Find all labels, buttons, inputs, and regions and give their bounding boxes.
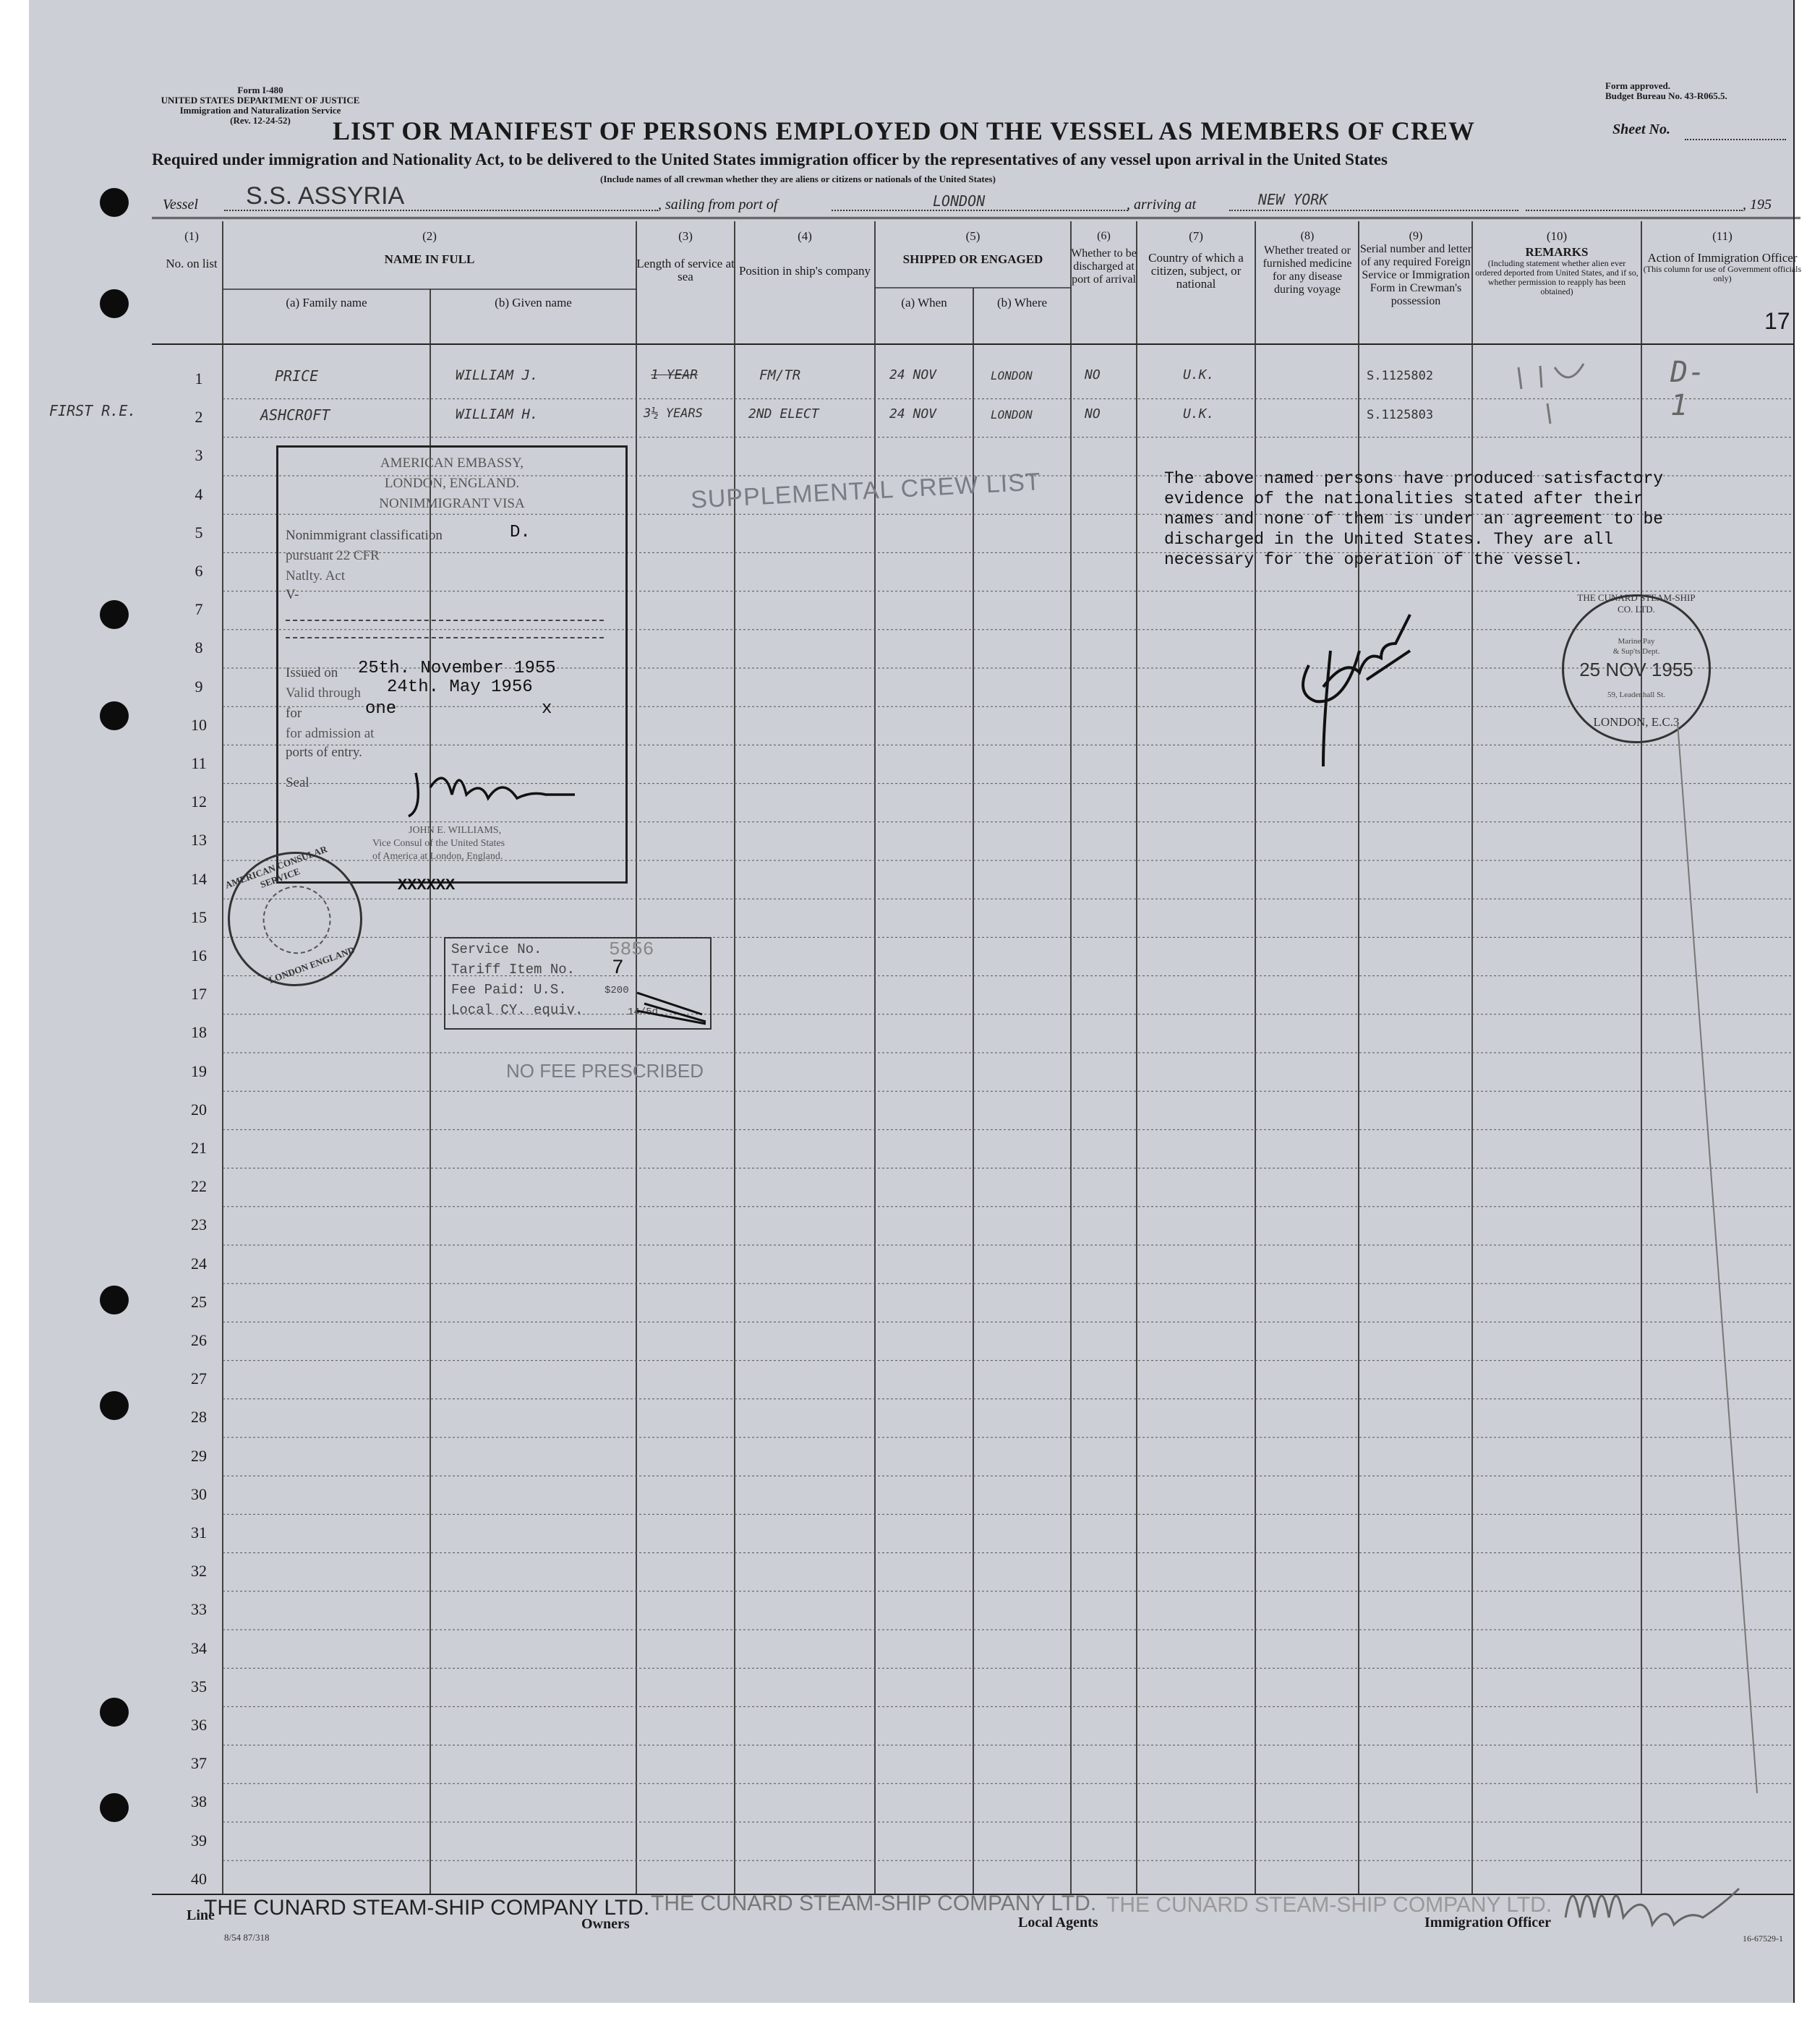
manifest-sheet <box>29 0 1802 2003</box>
fee-stamp <box>444 937 712 1030</box>
row1-when: 24 NOV <box>889 367 937 382</box>
consul-place: of America at London, England. <box>372 851 503 862</box>
fee-tariff-no: 7 <box>612 957 624 980</box>
visa-valid-label: Valid through <box>286 685 361 701</box>
col4-header <box>735 230 875 278</box>
col11-note: (This column for use of Government officials only) <box>1643 264 1802 283</box>
row-number: 2 <box>195 408 203 427</box>
fee-local: 14/5d <box>628 1006 659 1018</box>
row2-service: 3½ YEARS <box>644 406 703 421</box>
footer-owners-value: THE CUNARD STEAM-SHIP COMPANY LTD. <box>651 1891 1097 1915</box>
visa-stamp <box>276 445 628 884</box>
visa-classification-label: Nonimmigrant classification <box>286 528 443 543</box>
visa-pursuant: pursuant 22 CFR <box>286 548 380 563</box>
seal-bottom-text: LONDON ENGLAND <box>267 944 356 986</box>
row-number: 36 <box>191 1716 207 1734</box>
col5a-header: (a) When <box>901 296 947 309</box>
visa-classification: D. <box>510 523 531 542</box>
visa-ports: ports of entry. <box>286 745 362 760</box>
row-number: 21 <box>191 1139 207 1157</box>
sailing-label: , sailing from port of <box>658 197 778 213</box>
row-number: 39 <box>191 1831 207 1850</box>
row-number: 28 <box>191 1408 207 1427</box>
col5b-header: (b) Where <box>996 296 1048 309</box>
row-number: 25 <box>191 1292 207 1311</box>
col2-header <box>223 230 636 266</box>
row1-position: FM/TR <box>759 367 801 383</box>
row1-given: WILLIAM J. <box>456 367 539 383</box>
col9-label: Serial number and letter of any required Foreign Service or Immigration Form in Crewman's possession <box>1359 243 1472 307</box>
visa-for-label: for <box>286 706 302 721</box>
col5-number: (5) <box>965 229 981 243</box>
row-number: 22 <box>191 1177 207 1196</box>
col11-label: Action of Immigration Officer <box>1647 251 1798 265</box>
row1-service: 1 YEAR <box>651 367 698 382</box>
row2-discharge: NO <box>1085 406 1101 422</box>
fee-service-no: 5856 <box>609 939 654 960</box>
fee-paid-usd: $200 <box>604 985 629 996</box>
form-number: Form I-480 <box>237 85 283 95</box>
row-number: 3 <box>195 446 203 465</box>
budget-bureau-line: Budget Bureau No. 43-R065.5. <box>1605 90 1727 101</box>
row2-position: 2ND ELECT <box>748 406 819 422</box>
col3-header <box>636 230 735 283</box>
stamp-street: 59, Leadenhall St. <box>1607 691 1666 699</box>
vessel-label: Vessel <box>163 197 198 213</box>
row-number: 17 <box>191 985 207 1004</box>
visa-xs: XXXXXX <box>398 876 456 894</box>
row-number: 15 <box>191 907 207 926</box>
col8-number: (8) <box>1300 230 1315 242</box>
col4-number: (4) <box>798 229 812 243</box>
fee-local-label: Local CY. equiv. <box>451 1002 584 1018</box>
col2a-header: (a) Family name <box>286 296 367 309</box>
col11-number: (11) <box>1712 229 1733 243</box>
visa-valid-date: 24th. May 1956 <box>387 677 533 697</box>
page-subtitle: Required under immigration and Nationality Act, to be delivered to the United States immigration officer by the representatives of any vessel upon arrival in the United States <box>152 150 1388 168</box>
row-number: 33 <box>191 1600 207 1619</box>
col1-number: (1) <box>184 229 199 243</box>
row-number: 4 <box>195 484 203 503</box>
footer-agents-label: Local Agents <box>1018 1915 1098 1931</box>
row-number: 14 <box>191 869 207 888</box>
visa-type: NONIMMIGRANT VISA <box>379 496 525 511</box>
visa-seal-label: Seal <box>286 775 309 790</box>
row-number: 30 <box>191 1484 207 1503</box>
col8-label: Whether treated or furnished medicine for any disease during voyage <box>1263 244 1352 296</box>
approval-line: Form approved. <box>1605 80 1671 91</box>
row-number: 26 <box>191 1331 207 1349</box>
row2-serial: S.1125803 <box>1367 408 1434 422</box>
row-number: 18 <box>191 1023 207 1042</box>
row-number: 13 <box>191 831 207 850</box>
row1-where: LONDON <box>991 369 1033 382</box>
col2-number: (2) <box>422 229 437 243</box>
consul-title: Vice Consul of the United States <box>372 838 505 849</box>
service-name: Immigration and Naturalization Service <box>179 105 341 116</box>
col6-number: (6) <box>1097 230 1111 242</box>
visa-blank-line <box>286 620 604 621</box>
col6-header <box>1071 230 1137 286</box>
revision: (Rev. 12-24-52) <box>230 115 291 126</box>
vessel-name: S.S. ASSYRIA <box>246 182 405 210</box>
stamp-city: LONDON, E.C.3 <box>1593 715 1680 729</box>
fee-paid-label: Fee Paid: U.S. <box>451 982 567 998</box>
footer-gpo-code: 16-67529-1 <box>1743 1933 1783 1944</box>
port-from: LONDON <box>933 192 986 210</box>
no-fee-stamp: NO FEE PRESCRIBED <box>506 1060 704 1082</box>
visa-v-label: V- <box>286 587 299 602</box>
cunard-date-stamp <box>1562 594 1711 743</box>
row-number: 34 <box>191 1638 207 1657</box>
stamp-inner-2: & Sup'ts Dept. <box>1612 647 1660 656</box>
stamp-ring-text: THE CUNARD STEAM-SHIP CO. LTD. <box>1577 592 1696 615</box>
stamp-inner-1: Marine Pay <box>1618 637 1655 646</box>
footer-print-code: 8/54 87/318 <box>224 1932 270 1943</box>
row1-action: D-1 <box>1670 356 1706 422</box>
col3-label: Length of service at sea <box>636 257 735 283</box>
col10-header <box>1474 230 1640 296</box>
row2-where: LONDON <box>991 408 1033 422</box>
footer-agents-value: THE CUNARD STEAM-SHIP COMPANY LTD. <box>1106 1893 1552 1917</box>
nationality-statement: The above named persons have produced satisfactory evidence of the nationalities stated after their names and none of them is under an agreement to be discharged in the United States. They are all necessary for the operation of the vessel. <box>1164 469 1664 569</box>
col4-label: Position in ship's company <box>738 264 871 278</box>
row-number: 6 <box>195 562 203 580</box>
row2-family: ASHCROFT <box>260 406 330 424</box>
remarks-pencil-marks <box>1475 346 1793 425</box>
col10-note: (Including statement whether alien ever ordered deported from United States, and if so, whether permission to reapply has been obtained) <box>1475 258 1639 296</box>
col10-label: REMARKS <box>1525 245 1589 259</box>
visa-x-mark: x <box>542 699 552 719</box>
row-number: 20 <box>191 1100 207 1119</box>
col9-number: (9) <box>1409 230 1423 242</box>
row-number: 10 <box>191 715 207 734</box>
row-number: 32 <box>191 1562 207 1581</box>
visa-city: LONDON, ENGLAND. <box>384 476 520 491</box>
row1-family: PRICE <box>275 367 319 385</box>
row-number: 24 <box>191 1254 207 1273</box>
row-number: 35 <box>191 1677 207 1696</box>
col2b-header: (b) Given name <box>495 296 572 309</box>
row1-serial: S.1125802 <box>1367 369 1434 383</box>
stamp-date: 25 NOV 1955 <box>1579 659 1693 680</box>
row-number: 29 <box>191 1446 207 1465</box>
row-number: 38 <box>191 1792 207 1811</box>
footer-officer-label: Immigration Officer <box>1424 1915 1551 1931</box>
pencil-stroke <box>1641 723 1786 1808</box>
row1-discharge: NO <box>1085 367 1101 382</box>
immigration-officer-signature <box>1551 1867 1782 1932</box>
master-signature <box>1280 607 1439 774</box>
row-number: 12 <box>191 792 207 811</box>
visa-admission: for admission at <box>286 726 375 741</box>
row-number: 1 <box>195 369 203 388</box>
fee-strike-marks <box>637 989 709 1025</box>
department: UNITED STATES DEPARTMENT OF JUSTICE <box>161 95 360 106</box>
consul-signature <box>401 758 604 824</box>
row-number: 27 <box>191 1369 207 1388</box>
row-number: 7 <box>195 600 203 619</box>
margin-note: FIRST R.E. <box>49 402 137 419</box>
row-number: 23 <box>191 1215 207 1234</box>
col1-label: No. on list <box>166 257 218 270</box>
col10-number: (10) <box>1546 229 1568 243</box>
port-to: NEW YORK <box>1258 191 1328 208</box>
col5-label: SHIPPED OR ENGAGED <box>902 252 1043 266</box>
seal-top-text: AMERICAN CONSULAR SERVICE <box>223 843 329 891</box>
col5-header <box>875 230 1071 266</box>
col6-label: Whether to be discharged at port of arrival <box>1071 247 1137 286</box>
visa-natlty: Natlty. Act <box>286 568 346 583</box>
visa-for-value: one <box>365 699 397 719</box>
col3-number: (3) <box>678 229 693 243</box>
col8-header <box>1257 230 1358 296</box>
col9-header <box>1359 230 1472 308</box>
fee-tariff-label: Tariff Item No. <box>451 962 576 978</box>
supplemental-stamp: SUPPLEMENTAL CREW LIST <box>690 468 1042 514</box>
consul-name: JOHN E. WILLIAMS, <box>409 825 502 836</box>
col7-label: Country of which a citizen, subject, or national <box>1148 251 1244 291</box>
page-title: LIST OR MANIFEST OF PERSONS EMPLOYED ON THE VESSEL AS MEMBERS OF CREW <box>333 116 1475 145</box>
row-number: 9 <box>195 677 203 696</box>
col1-header <box>159 230 224 270</box>
col7-number: (7) <box>1189 229 1203 243</box>
row-number: 5 <box>195 523 203 542</box>
row2-country: U.K. <box>1183 406 1215 422</box>
sheet-label: Sheet No. <box>1612 121 1670 137</box>
visa-issued-label: Issued on <box>286 665 338 680</box>
row-number: 31 <box>191 1523 207 1542</box>
action-number: 17 <box>1764 308 1790 334</box>
row-number: 16 <box>191 946 207 965</box>
footer-line-value: THE CUNARD STEAM-SHIP COMPANY LTD. <box>204 1896 650 1920</box>
year-label: , 195 <box>1743 197 1772 213</box>
visa-embassy: AMERICAN EMBASSY, <box>380 456 524 471</box>
row1-country: U.K. <box>1183 367 1215 382</box>
row2-given: WILLIAM H. <box>456 406 539 422</box>
col2-label: NAME IN FULL <box>384 252 475 266</box>
row-number: 8 <box>195 638 203 657</box>
row-number: 19 <box>191 1061 207 1080</box>
include-note: (Include names of all crewman whether they are aliens or citizens or nationals of the United States) <box>600 174 996 184</box>
visa-blank-line <box>286 637 604 638</box>
footer-line-label: Line <box>187 1907 215 1923</box>
visa-issued-date: 25th. November 1955 <box>358 659 556 678</box>
row-number: 37 <box>191 1754 207 1773</box>
row2-when: 24 NOV <box>889 406 937 422</box>
arriving-label: , arriving at <box>1127 197 1197 213</box>
footer-owners-label: Owners <box>581 1916 630 1932</box>
row-number: 40 <box>191 1869 207 1888</box>
row-number: 11 <box>191 754 207 772</box>
fee-service-label: Service No. <box>451 941 542 957</box>
col11-header <box>1643 230 1802 283</box>
col7-header <box>1140 230 1252 291</box>
